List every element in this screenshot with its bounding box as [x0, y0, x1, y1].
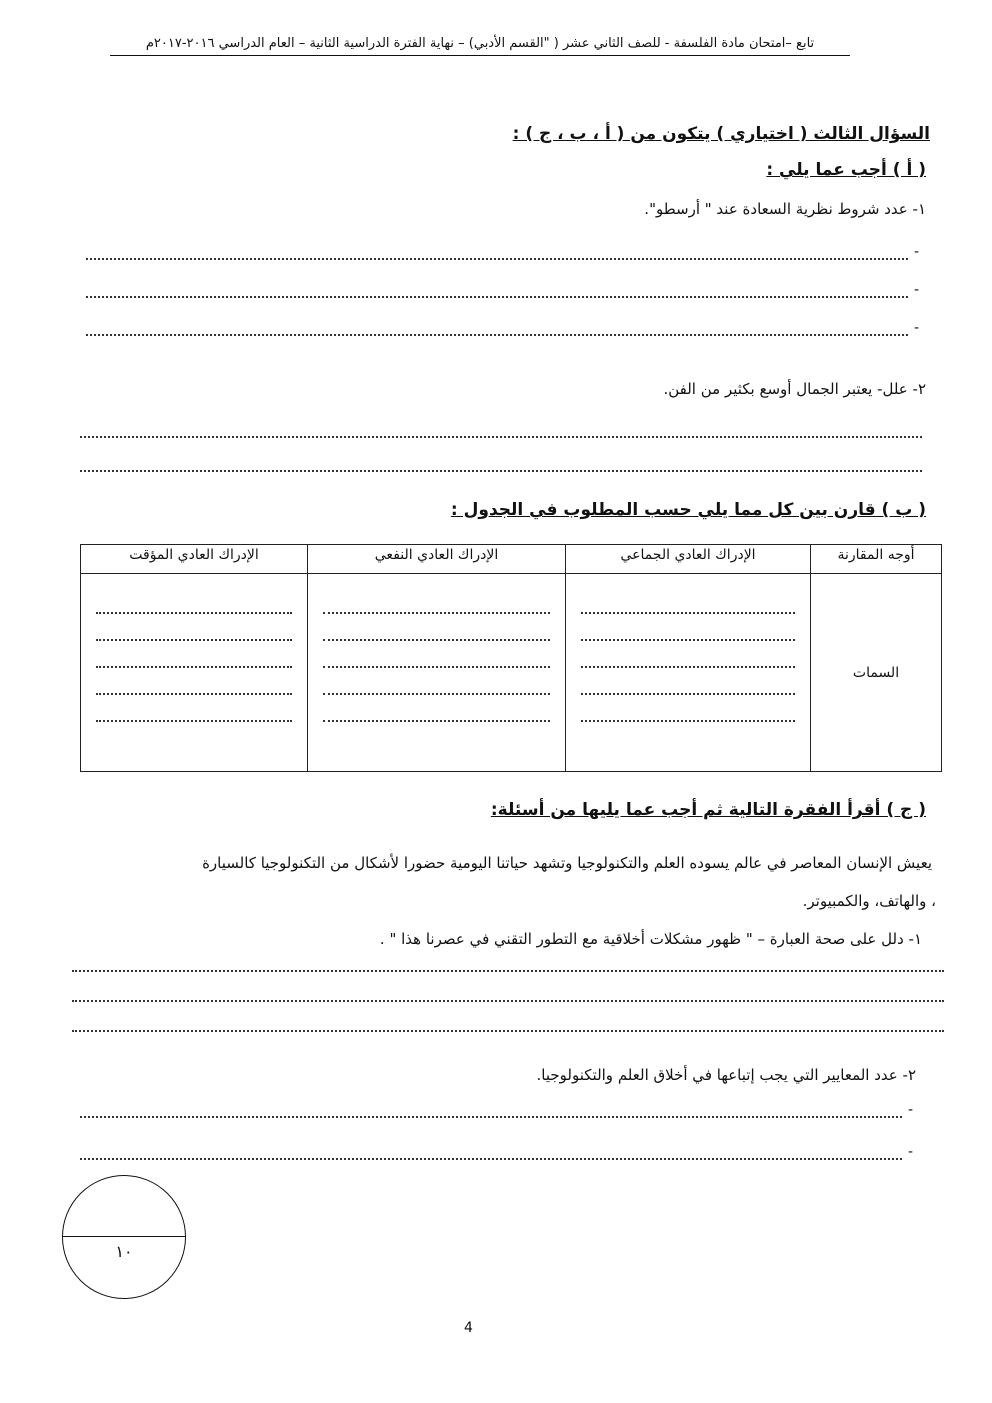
answer-line[interactable]: [80, 470, 922, 472]
part-c-question-2: ٢- عدد المعايير التي يجب إتباعها في أخلاق العلم والتكنولوجيا.: [536, 1066, 916, 1084]
table-header-cell: أوجه المقارنة: [811, 545, 942, 574]
part-a-title: ( أ ) أجب عما يلي :: [766, 160, 926, 180]
answer-cell[interactable]: [566, 574, 811, 772]
answer-cell[interactable]: [81, 574, 308, 772]
table-header-cell: الإدراك العادي الجماعي: [566, 545, 811, 574]
table-header-cell: الإدراك العادي النفعي: [308, 545, 566, 574]
answer-line[interactable]: [72, 970, 944, 972]
comparison-table: [80, 544, 942, 772]
row-label-traits: السمات: [811, 574, 942, 772]
answer-line[interactable]: [86, 334, 908, 336]
table-header-cell: الإدراك العادي المؤقت: [81, 545, 308, 574]
table-row: [81, 574, 942, 772]
bullet-dash: -: [908, 1144, 914, 1160]
answer-line[interactable]: [80, 1116, 902, 1118]
part-a-question-2: ٢- علل- يعتبر الجمال أوسع بكثير من الفن.: [663, 380, 926, 398]
bullet-dash: -: [914, 320, 920, 336]
part-b-title: ( ب ) قارن بين كل مما يلي حسب المطلوب في الجدول :: [450, 500, 926, 520]
part-a-question-1: ١- عدد شروط نظرية السعادة عند " أرسطو".: [644, 200, 926, 218]
part-c-question-1: ١- دلل على صحة العبارة – " ظهور مشكلات أخلاقية مع التطور التقني في عصرنا هذا " .: [379, 930, 922, 948]
answer-line[interactable]: [80, 1158, 902, 1160]
paragraph-line-2: ، والهاتف، والكمبيوتر.: [802, 892, 936, 910]
table-header-row: [81, 545, 942, 574]
paragraph-line-1: يعيش الإنسان المعاصر في عالم يسوده العلم والتكنولوجيا وتشهد حياتنا اليومية حضورا لأشكال من التكنولوجيا كالسيارة: [202, 854, 932, 872]
bullet-dash: -: [914, 282, 920, 298]
score-circle: [62, 1175, 186, 1299]
exam-header: تابع –امتحان مادة الفلسفة - للصف الثاني عشر ( "القسم الأدبي) – نهاية الفترة الدراسية الثانية – العام الدراسي ٢٠١٦-٢٠١٧م: [110, 36, 850, 56]
answer-line[interactable]: [72, 1030, 944, 1032]
bullet-dash: -: [914, 244, 920, 260]
answer-line[interactable]: [86, 296, 908, 298]
answer-cell[interactable]: [308, 574, 566, 772]
answer-line[interactable]: [80, 436, 922, 438]
part-c-title: ( ج ) أقرأ الفقرة التالية ثم أجب عما يليها من أسئلة:: [490, 800, 926, 820]
score-value: ١٠: [115, 1242, 133, 1261]
answer-line[interactable]: [72, 1000, 944, 1002]
answer-line[interactable]: [86, 258, 908, 260]
bullet-dash: -: [908, 1102, 914, 1118]
page-number: 4: [464, 1320, 473, 1336]
question-3-title: السؤال الثالث ( اختياري ) يتكون من ( أ ، ب ، ج ) :: [512, 124, 930, 144]
score-divider: [63, 1236, 185, 1237]
